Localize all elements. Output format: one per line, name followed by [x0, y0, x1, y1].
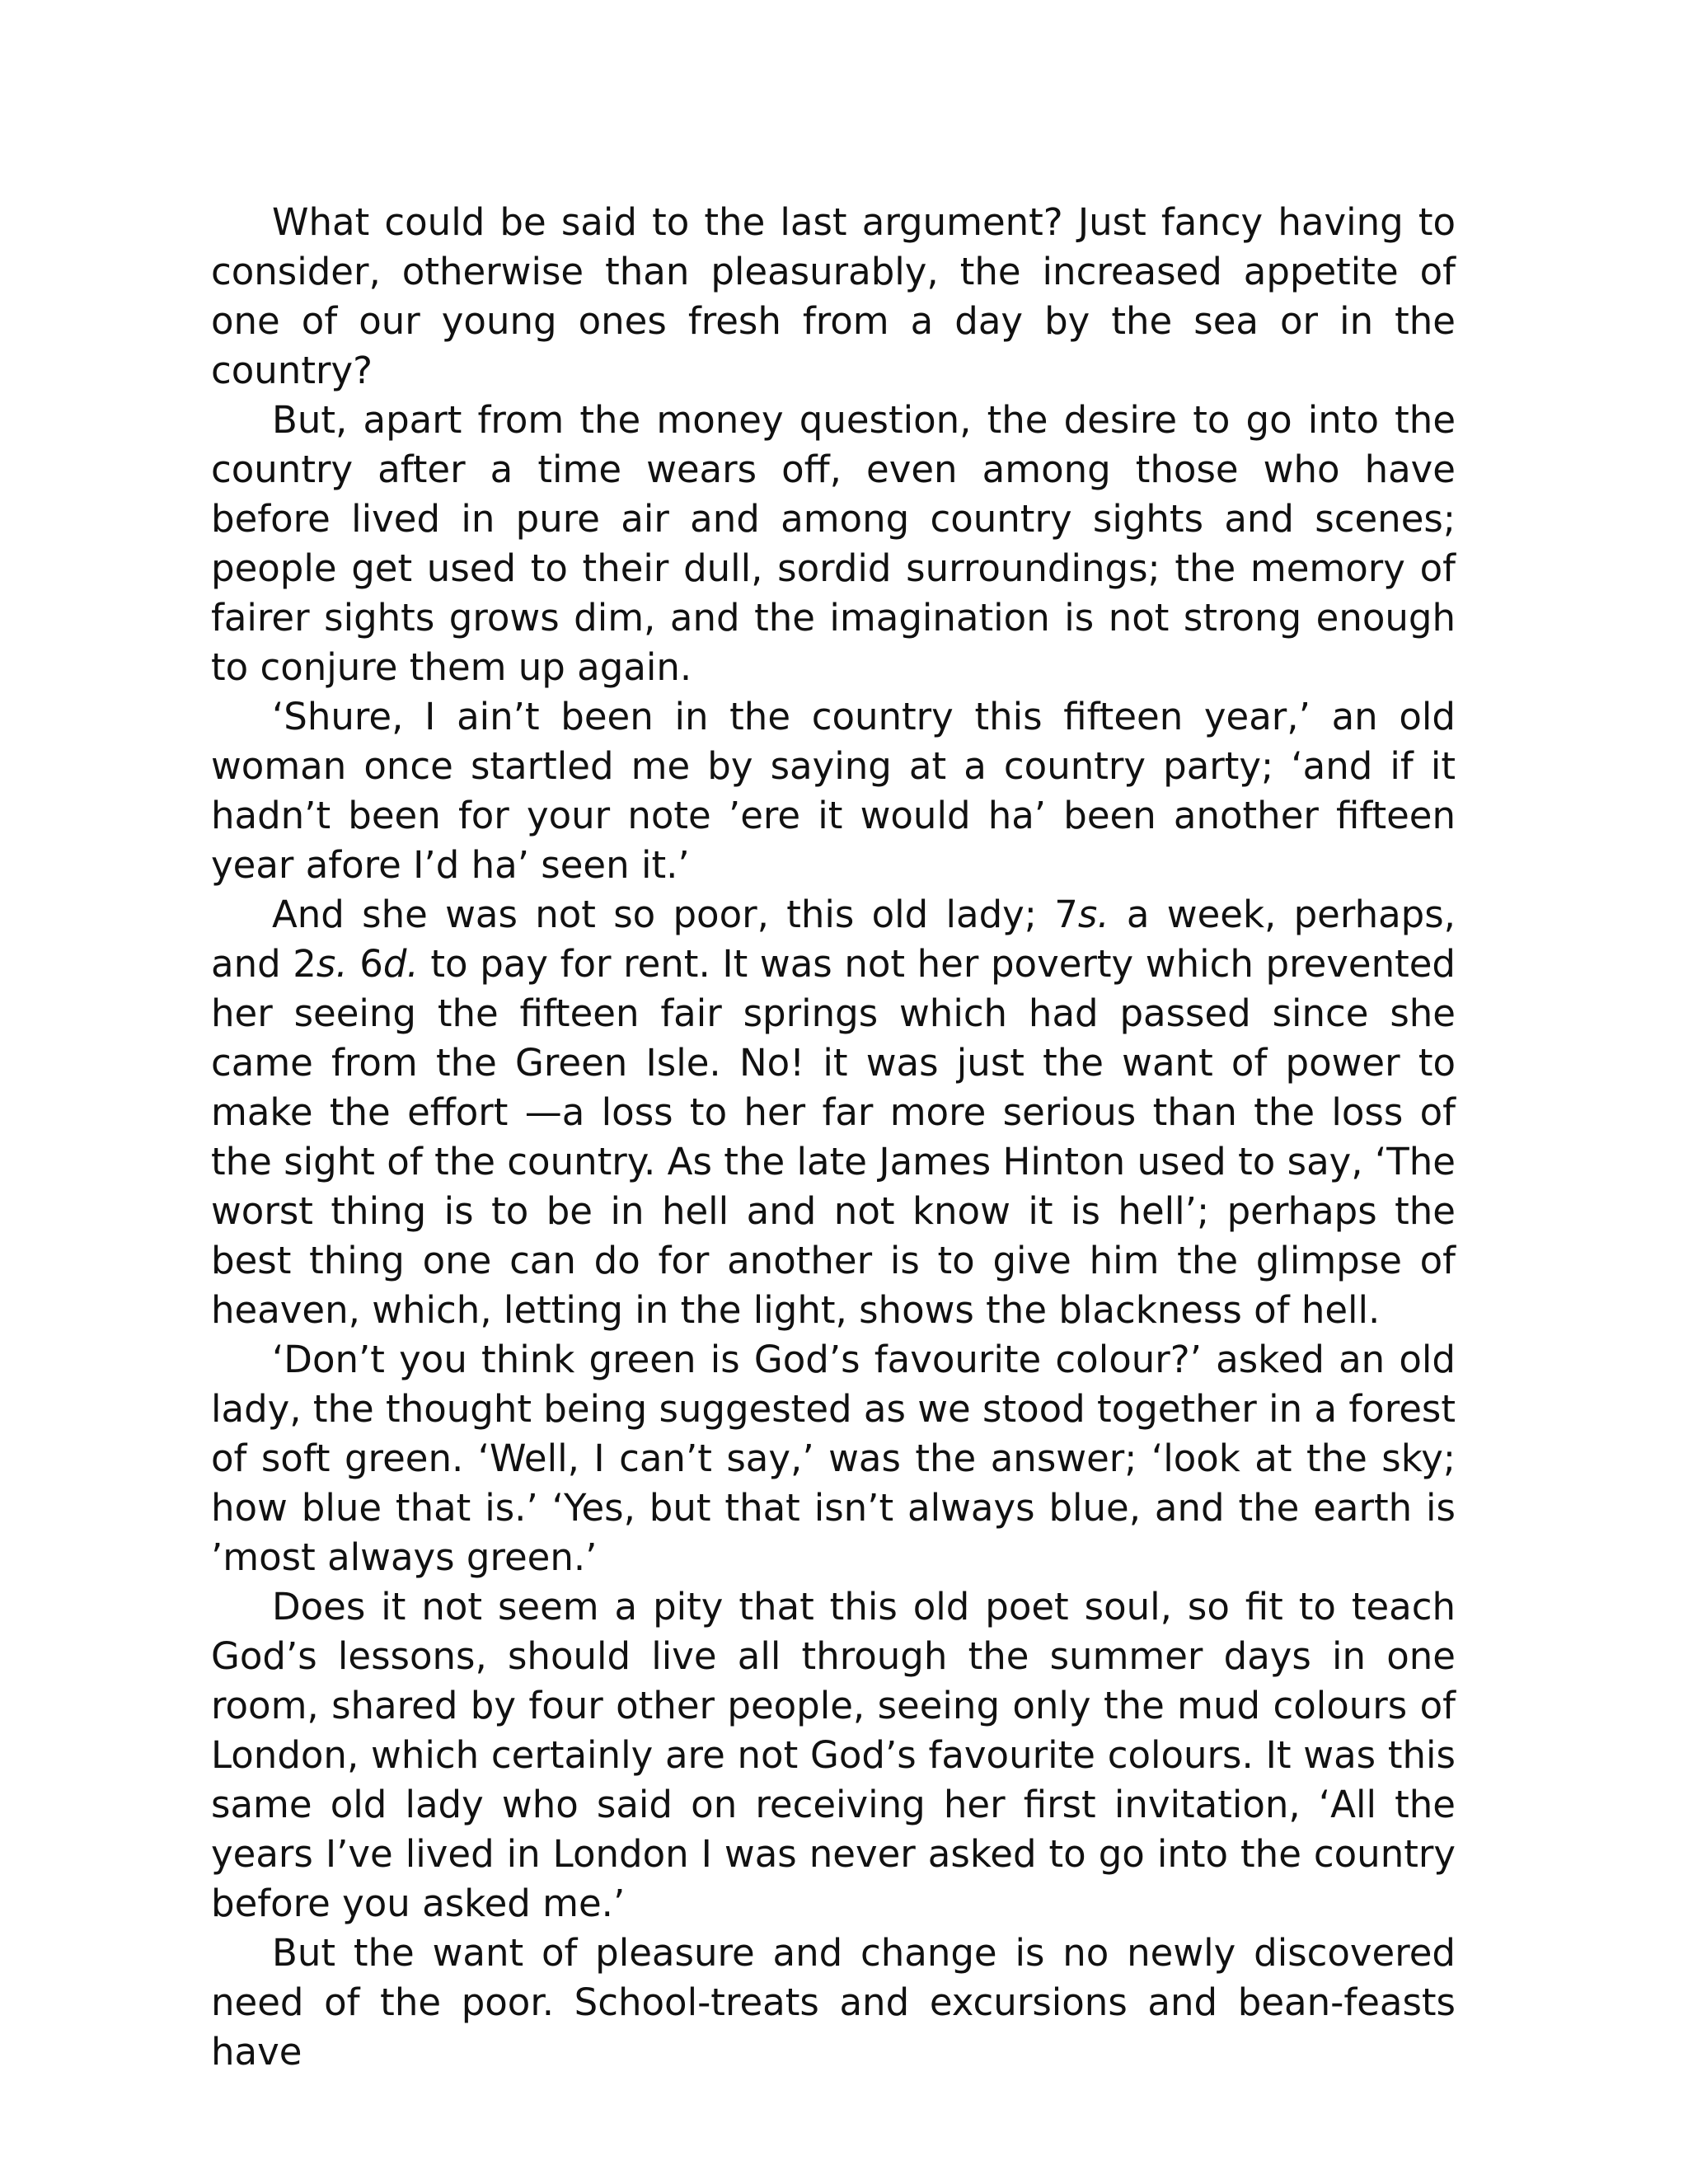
text-run: to pay for rent. It was not her poverty which prevented her seeing the fifteen fair springs which had passed since she came from the Green Isle. No! it was just the want of power to make the effort —a loss to her far more serious than the loss of the sight of the country. As the late James Hinton used to say, ‘The worst thing is to be in hell and not know it is hell’; perhaps the best thing one can do for another is to give him the glimpse of heaven, which, letting in the light, shows the blackness of hell. [211, 942, 1456, 1332]
paragraph [211, 890, 1456, 1335]
page-text [211, 198, 1456, 2077]
paragraph: But the want of pleasure and change is no newly discovered need of the poor. School-treats and excursions and bean-feasts have [211, 1931, 1456, 2074]
currency-abbrev: d. [382, 942, 419, 986]
paragraph: But, apart from the money question, the desire to go into the country after a time wears off, even among those who have before lived in pure air and among country sights and scenes; people get used to their dull, sordid surroundings; the memory of fairer sights grows dim, and the imagination is not strong enough to conjure them up again. [211, 398, 1456, 689]
currency-abbrev: s. [316, 942, 348, 986]
text-run: And she was not so poor, this old lady; 7 [272, 893, 1078, 936]
text-run: 6 [347, 942, 383, 986]
text-run: a week, perhaps, and 2 [211, 893, 1456, 986]
paragraph: ‘Shure, I ain’t been in the country this fifteen year,’ an old woman once startled me by saying at a country party; ‘and if it hadn’t been for your note ’ere it would ha’ been another fifteen year afore I’d ha’ seen it.’ [211, 695, 1456, 887]
paragraph: Does it not seem a pity that this old poet soul, so fit to teach God’s lessons, should live all through the summer days in one room, shared by four other people, seeing only the mud colours of London, which certainly are not God’s favourite colours. It was this same old lady who said on receiving her first invitation, ‘All the years I’ve lived in London I was never asked to go into the country before you asked me.’ [211, 1585, 1456, 1925]
paragraph: ‘Don’t you think green is God’s favourite colour?’ asked an old lady, the thought being suggested as we stood together in a forest of soft green. ‘Well, I can’t say,’ was the answer; ‘look at the sky; how blue that is.’ ‘Yes, but that isn’t always blue, and the earth is ’most always green.’ [211, 1338, 1456, 1579]
currency-abbrev: s. [1077, 893, 1109, 936]
paragraph: What could be said to the last argument? Just fancy having to consider, otherwise than pleasurably, the increased appetite of one of our young ones fresh from a day by the sea or in the country? [211, 200, 1456, 392]
